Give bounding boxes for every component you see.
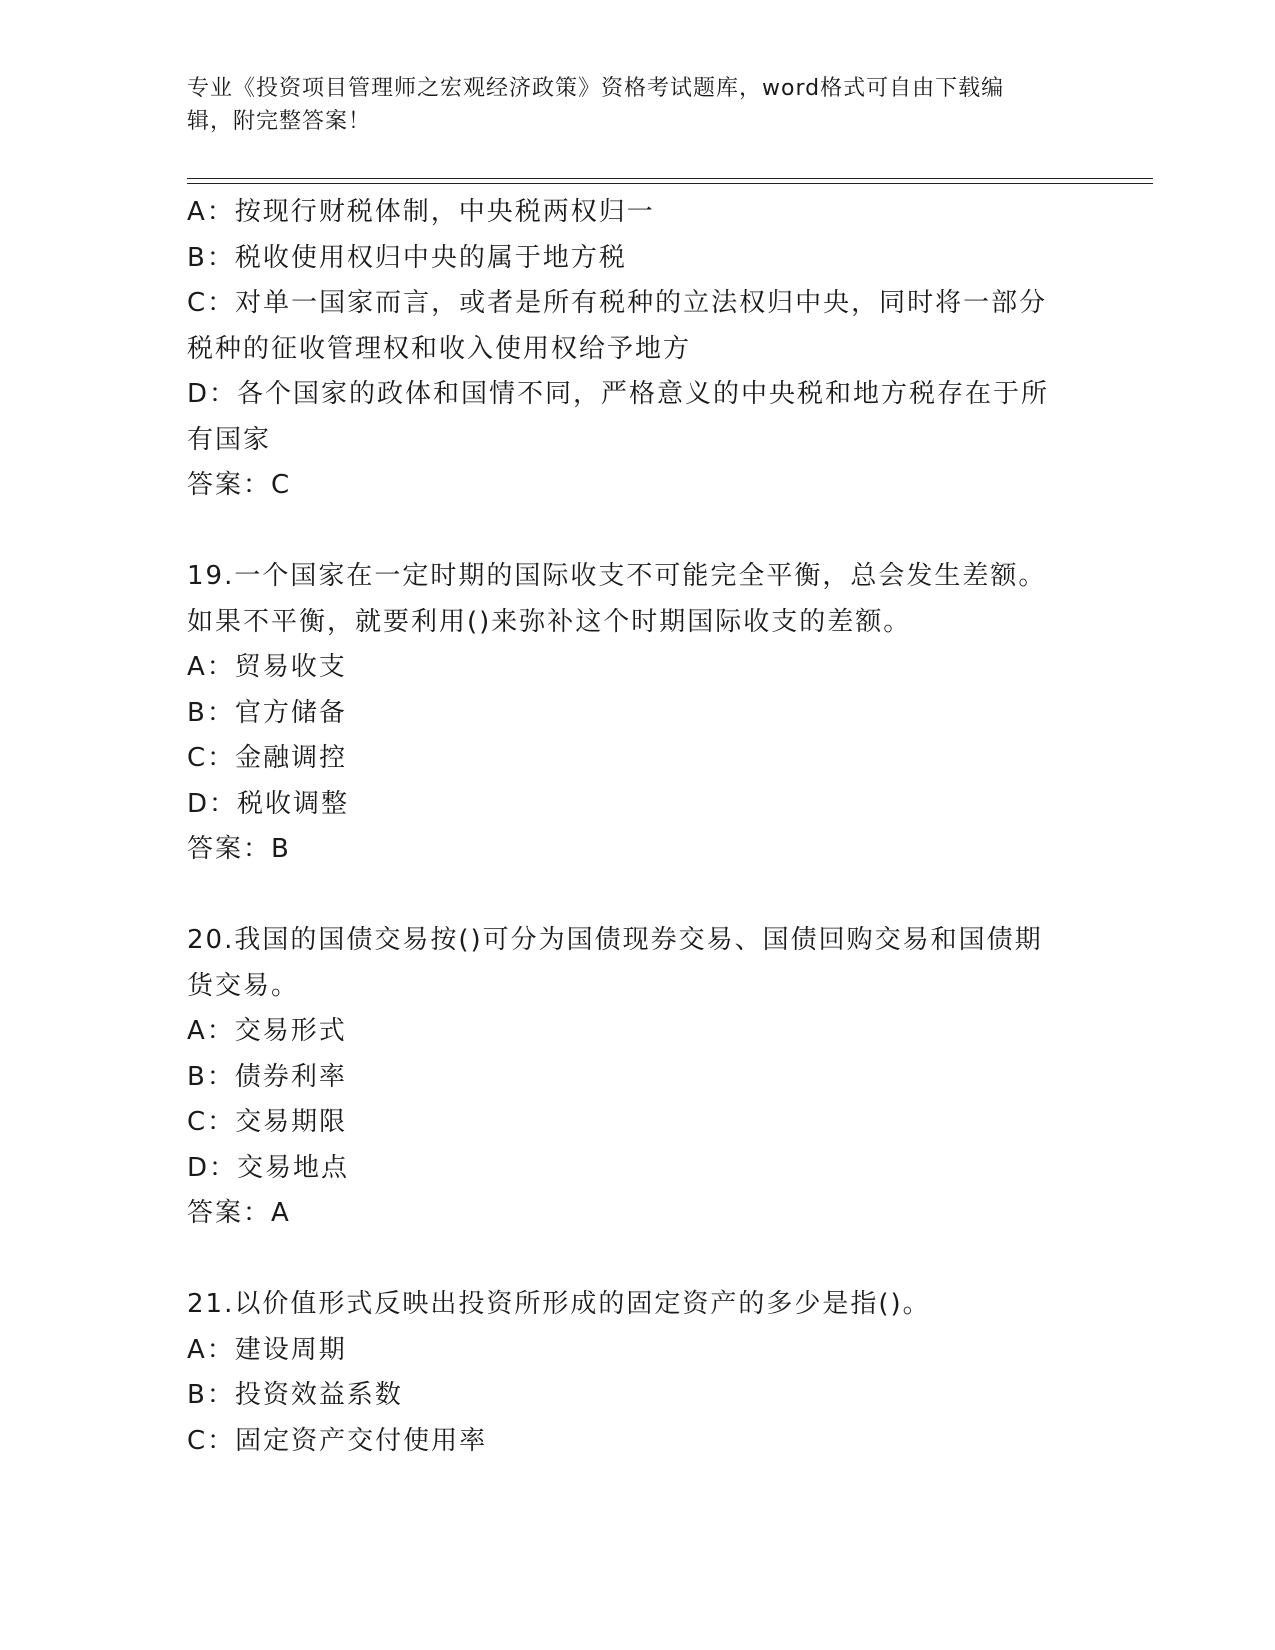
question-list <box>187 190 1087 1464</box>
question-stem: 20.我国的国债交易按()可分为国债现券交易、国债回购交易和国债期 <box>187 925 1043 955</box>
header-divider <box>187 183 1153 184</box>
option-d: D：各个国家的政体和国情不同，严格意义的中央税和地方税存在于所 <box>187 379 1050 409</box>
header-line: 专业《投资项目管理师之宏观经济政策》资格考试题库，word格式可自由下载编 <box>187 76 1005 101</box>
option-b: B：官方储备 <box>187 697 347 728</box>
option-c: C：固定资产交付使用率 <box>187 1425 488 1456</box>
option-a: A：建设周期 <box>187 1334 347 1365</box>
option-d-continued: 有国家 <box>187 424 272 455</box>
option-c-continued: 税种的征收管理权和收入使用权给予地方 <box>187 333 692 364</box>
option-c: C：交易期限 <box>187 1107 348 1137</box>
question-21 <box>187 1282 1087 1464</box>
answer: 答案：B <box>187 834 291 864</box>
option-d: D：交易地点 <box>187 1152 350 1183</box>
option-d: D：税收调整 <box>187 788 350 819</box>
question-stem-continued: 货交易。 <box>187 970 300 1001</box>
option-a: A：交易形式 <box>187 1016 347 1046</box>
header-divider <box>187 178 1153 179</box>
option-c: C：对单一国家而言，或者是所有税种的立法权归中央，同时将一部分 <box>187 288 1048 318</box>
option-a: A：按现行财税体制，中央税两权归一 <box>187 197 655 227</box>
question-19 <box>187 554 1087 873</box>
header-line: 辑，附完整答案！ <box>187 109 372 134</box>
question-stem: 21.以价值形式反映出投资所形成的固定资产的多少是指()。 <box>187 1289 931 1319</box>
question-stem: 19.一个国家在一定时期的国际收支不可能完全平衡，总会发生差额。 <box>187 561 1047 591</box>
option-b: B：税收使用权归中央的属于地方税 <box>187 242 627 273</box>
option-b: B：投资效益系数 <box>187 1380 403 1410</box>
option-a: A：贸易收支 <box>187 652 347 682</box>
document-header <box>187 72 1087 138</box>
answer: 答案：C <box>187 470 292 500</box>
question-20 <box>187 918 1087 1237</box>
option-c: C：金融调控 <box>187 743 348 773</box>
question-stem-continued: 如果不平衡，就要利用()来弥补这个时期国际收支的差额。 <box>187 606 912 637</box>
question-18 <box>187 190 1087 509</box>
answer: 答案：A <box>187 1198 291 1228</box>
option-b: B：债券利率 <box>187 1061 347 1092</box>
